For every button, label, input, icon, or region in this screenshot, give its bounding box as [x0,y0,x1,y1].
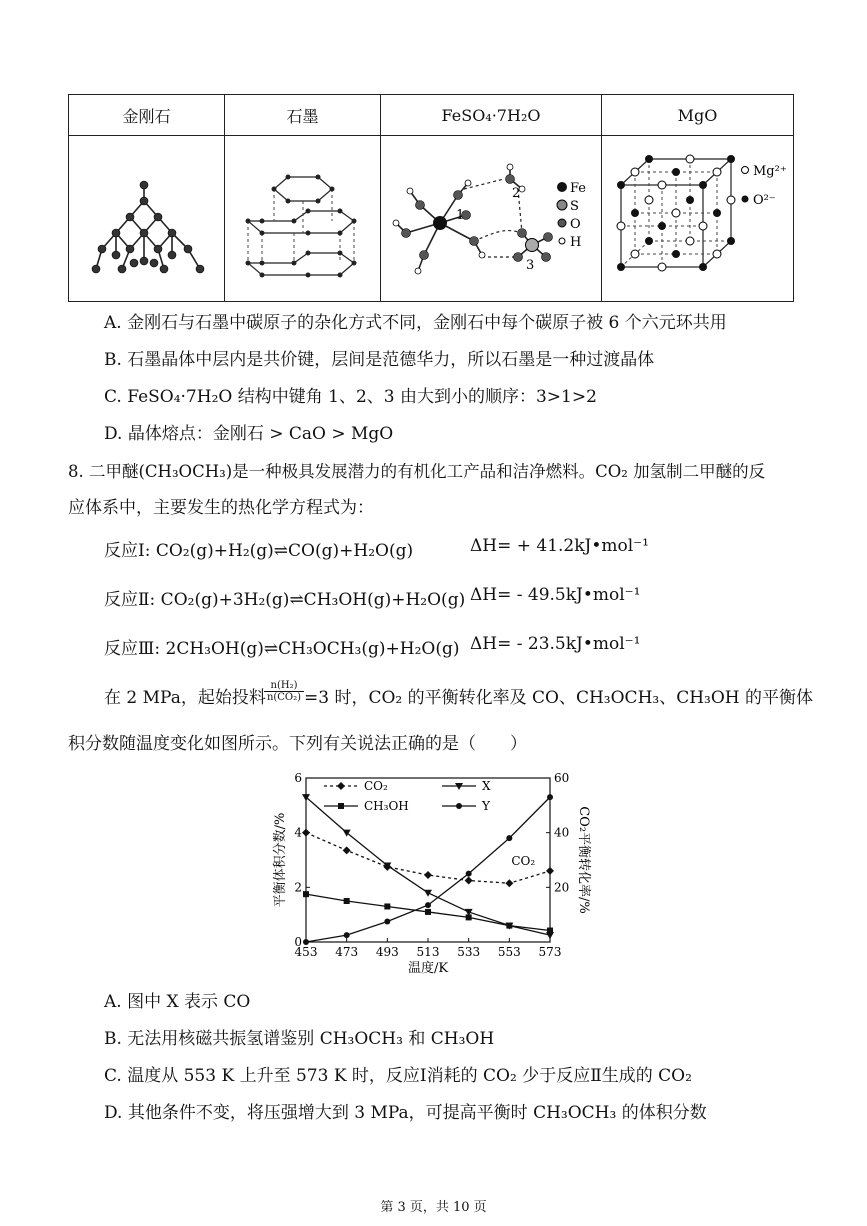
legend-label: CO₂ [364,779,388,793]
data-point [547,928,553,934]
q8-condition-pre: 在 2 MPa，起始投料 [104,688,266,708]
fraction-denominator: n(CO₂) [264,691,304,703]
data-point [344,932,350,938]
crystal-structure-table [68,94,794,302]
x-tick-label: 533 [457,945,481,959]
header-diamond: 金刚石 [69,95,225,136]
y2-tick-label: 40 [554,825,570,840]
data-point [425,902,431,908]
y-tick-label: 4 [294,825,302,840]
data-point [424,871,432,879]
legend-label: Y [482,799,490,813]
bond-angle-label-1: 1 [455,207,464,223]
data-point [344,898,350,904]
q8-option-d: D. 其他条件不变，将压强增大到 3 MPa，可提高平衡时 CH₃OCH₃ 的体积分数 [104,1103,707,1123]
series-line [306,797,550,942]
legend-o2: O²⁻ [752,192,776,208]
data-point [505,879,513,887]
feso4-structure-cell [381,136,602,302]
data-point [506,835,512,841]
legend-label: CH₃OH [364,799,409,813]
mgo-structure-image [603,137,793,297]
bond-angle-label-2: 2 [511,185,520,201]
y2-tick-label: 60 [554,771,570,785]
data-point [425,909,431,915]
data-point [302,829,310,837]
legend-label: X [482,779,491,793]
legend-marker [337,782,345,790]
q7-option-c: C. FeSO₄·7H₂O 结构中键角 1、2、3 由大到小的顺序：3>1>2 [104,387,597,407]
legend-o: O [569,216,581,232]
diamond-structure-cell [69,136,225,302]
legend-s: S [569,198,579,214]
q8-option-c: C. 温度从 553 K 上升至 573 K 时，反应Ⅰ消耗的 CO₂ 少于反应Ⅱ生成的 CO₂ [104,1066,692,1086]
q7-option-a: A. 金刚石与石墨中碳原子的杂化方式不同，金刚石中每个碳原子被 6 个六元环共用 [104,313,727,333]
data-point [547,794,553,800]
bond-angle-label-3: 3 [525,257,534,273]
legend-mg: Mg²⁺ [752,163,787,179]
x-tick-label: 473 [335,945,359,959]
y-axis-label: 平衡体积分数/% [273,812,288,908]
header-mgo: MgO [602,95,794,136]
co2-curve-annotation: CO₂ [511,853,536,868]
x-tick-label: 453 [294,945,318,959]
x-tick-label: 493 [375,945,399,959]
chart-series [302,794,554,945]
q8-option-a: A. 图中 X 表示 CO [104,992,251,1012]
x-tick-label: 553 [497,945,521,959]
graphite-structure-cell [225,136,381,302]
reaction-2-dh: ΔH= - 49.5kJ•mol⁻¹ [470,585,641,605]
q8-stem-line2: 应体系中，主要发生的热化学方程式为： [68,498,374,518]
data-point [546,867,554,875]
fraction-numerator: n(H₂) [270,680,298,691]
data-point [384,919,390,925]
data-point [303,939,309,945]
feed-ratio-fraction [264,680,304,703]
q8-stem-line4: 积分数随温度变化如图所示。下列有关说法正确的是（ ） [68,734,527,754]
data-point [465,877,473,885]
data-point [466,871,472,877]
page-footer: 第 3 页，共 10 页 [380,1200,487,1215]
header-graphite: 石墨 [225,95,381,136]
chart-legend [324,779,491,813]
data-point [506,923,512,929]
reaction-1-dh: ΔH= + 41.2kJ•mol⁻¹ [470,536,649,556]
y2-tick-label: 20 [554,880,570,895]
legend-fe: Fe [569,180,586,196]
data-point [343,846,351,854]
q8-option-b: B. 无法用核磁共振氢谱鉴别 CH₃OCH₃ 和 CH₃OH [104,1029,495,1049]
mgo-structure-cell [602,136,794,302]
y-tick-label: 6 [294,771,302,785]
reaction-1: 反应Ⅰ: CO₂(g)+H₂(g)⇌CO(g)+H₂O(g) [104,541,414,561]
q8-stem-line1: 8. 二甲醚(CH₃OCH₃)是一种极具发展潜力的有机化工产品和洁净燃料。CO₂ 加氢制二甲醚的反 [68,462,766,481]
x-tick-label: 573 [538,945,562,959]
diamond-structure-image [72,137,222,297]
data-point [303,891,309,897]
reaction-3-dh: ΔH= - 23.5kJ•mol⁻¹ [470,634,641,654]
y2-axis-label: CO₂平衡转化率/% [576,806,591,914]
reaction-2: 反应Ⅱ: CO₂(g)+3H₂(g)⇌CH₃OH(g)+H₂O(g) [104,590,466,610]
y-tick-label: 0 [294,935,302,949]
header-feso4: FeSO₄·7H₂O [381,95,602,136]
legend-marker [338,803,344,809]
q7-option-b: B. 石墨晶体中层内是共价键，层间是范德华力，所以石墨是一种过渡晶体 [104,350,655,370]
data-point [424,890,432,897]
q7-option-d: D. 晶体熔点：金刚石 > CaO > MgO [104,424,394,444]
q8-condition-post: =3 时，CO₂ 的平衡转化率及 CO、CH₃OCH₃、CH₃OH 的平衡体 [304,688,814,708]
reaction-3: 反应Ⅲ: 2CH₃OH(g)⇌CH₃OCH₃(g)+H₂O(g) [104,639,460,659]
equilibrium-chart [262,764,602,982]
graphite-structure-image [228,137,378,297]
y-tick-label: 2 [294,880,302,895]
legend-marker [456,803,462,809]
feso4-structure-image [384,137,599,297]
data-point [384,903,390,909]
legend-h: H [569,234,581,250]
x-axis-label: 温度/K [407,961,449,976]
x-tick-label: 513 [416,945,440,959]
data-point [466,914,472,920]
